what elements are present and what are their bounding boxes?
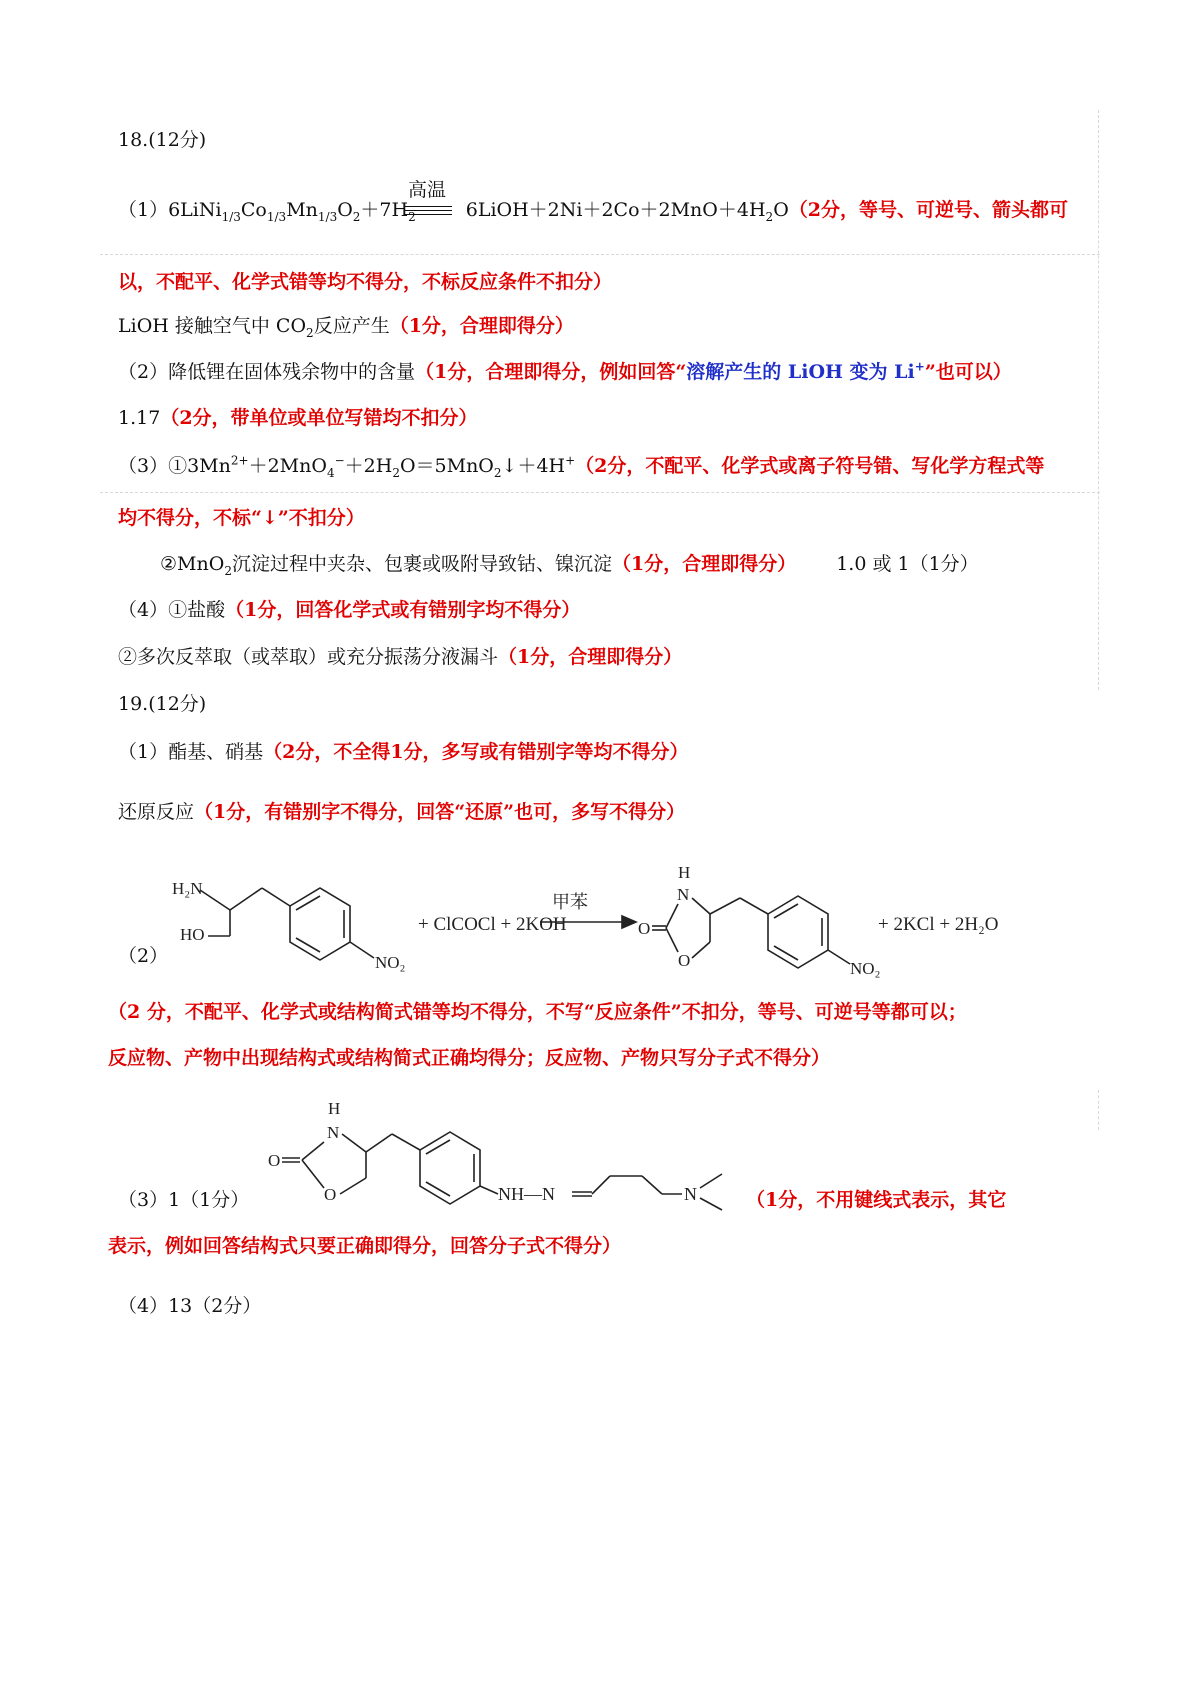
atom-label: NH—N xyxy=(498,1184,555,1204)
q18-p1b-text: LiOH 接触空气中 CO xyxy=(118,315,307,337)
q19-p4 xyxy=(118,1294,261,1318)
q18-p3b xyxy=(160,552,979,576)
q18-p2b xyxy=(118,406,478,430)
q18-condition: 高温 xyxy=(408,179,447,201)
q18-p1-h2: ＋7H xyxy=(360,199,409,221)
q18-p1-co: Co xyxy=(240,199,267,221)
q18-p3b-score-note: （1分，合理即得分） xyxy=(611,553,797,575)
q18-p4b xyxy=(118,645,682,669)
q19-p2-score-note-cont: 反应物、产物中出现结构式或结构简式正确均得分；反应物、产物只写分子式不得分） xyxy=(108,1047,831,1069)
q18-p1-mn: Mn xyxy=(286,199,318,221)
q18-p3b-t2: 沉淀过程中夹杂、包裹或吸附导致钴、镍沉淀 xyxy=(231,553,612,575)
q18-p3-t3: ＋2H xyxy=(344,455,393,477)
q19-p3-structure xyxy=(262,1094,742,1214)
q19-p2-reagents: + ClCOCl + 2KOH xyxy=(418,914,567,935)
q18-p3-t2: ＋2MnO xyxy=(248,455,327,477)
subscript: 4 xyxy=(326,465,335,480)
guide-line xyxy=(100,254,1100,255)
atom-label: N xyxy=(327,1123,340,1142)
q19-p2-label: （2） xyxy=(118,945,169,967)
q18-p2-example-answer: 溶解产生的 LiOH 变为 Li xyxy=(686,361,915,383)
q18-heading-text: 18.(12分) xyxy=(118,129,207,151)
q18-p2-text: （2）降低锂在固体残余物中的含量 xyxy=(118,361,416,383)
atom-label: O xyxy=(678,951,691,970)
subscript: 1/3 xyxy=(266,209,287,224)
q18-p1-o: O xyxy=(337,199,353,221)
q18-p3-equation xyxy=(118,454,1044,478)
q18-heading xyxy=(118,128,206,152)
subscript: 1/3 xyxy=(317,209,338,224)
q18-p2b-text: 1.17 xyxy=(118,407,161,429)
q19-p2-score-note: （2 分，不配平、化学式或结构简式错等均不得分，不写“反应条件”不扣分，等号、可逆号等都可以； xyxy=(108,1001,967,1023)
q19-p1b xyxy=(118,800,685,824)
q18-p1-prefix: （1）6LiNi xyxy=(118,199,222,221)
guide-line xyxy=(1098,1090,1099,1130)
q18-p1b xyxy=(118,314,574,338)
q18-p3b-t1: ②MnO xyxy=(160,553,225,575)
atom-label: NO₂ xyxy=(375,953,406,972)
superscript: + xyxy=(914,359,925,374)
q19-product-structure xyxy=(638,863,880,978)
q18-p2-score-note: （1分，合理即得分，例如回答“ xyxy=(415,361,687,383)
subscript: 2 xyxy=(306,325,314,340)
atom-label: O xyxy=(268,1151,281,1170)
q18-p3-score-note: （2分，不配平、化学式或离子符号错、写化学方程式等 xyxy=(575,455,1045,477)
q18-p1-score-note-cont: 以，不配平、化学式错等均不得分，不标反应条件不扣分） xyxy=(118,271,613,293)
q19-heading xyxy=(118,692,206,716)
guide-line xyxy=(1098,110,1099,690)
q18-p4b-text: ②多次反萃取（或萃取）或充分振荡分液漏斗 xyxy=(118,646,499,668)
subscript: 2 xyxy=(493,465,502,480)
q19-p4-text: （4）13（2分） xyxy=(118,1295,262,1317)
q19-heading-text: 19.(12分) xyxy=(118,693,207,715)
subscript: 2 xyxy=(392,465,400,480)
guide-line xyxy=(100,492,1100,493)
q19-p1 xyxy=(118,740,689,764)
q18-p3-score-note-cont: 均不得分，不标“↓”不扣分） xyxy=(118,507,365,529)
q18-p1-score-note: （2分，等号、可逆号、箭头都可 xyxy=(788,199,1068,221)
q18-p3b-t3: 1.0 或 1（1分） xyxy=(836,553,979,575)
q19-p1b-text: 还原反应 xyxy=(118,801,195,823)
q18-p4 xyxy=(118,598,580,622)
q18-p1b-score-note: （1分，合理即得分） xyxy=(389,315,574,337)
q18-p4-score-note: （1分，回答化学式或有错别字均不得分） xyxy=(225,599,581,621)
q19-p3-score-note: （1分，不用键线式表示，其它 xyxy=(746,1189,1007,1211)
subscript: 2 xyxy=(408,209,416,224)
superscript: 2+ xyxy=(230,453,249,468)
atom-label: N xyxy=(684,1184,697,1204)
q18-p3-t1: （3）①3Mn xyxy=(118,455,231,477)
q18-p1-products: 6LiOH＋2Ni＋2Co＋2MnO＋4H xyxy=(465,199,766,221)
q18-p4b-score-note: （1分，合理即得分） xyxy=(498,646,683,668)
q19-p3-score-note-cont: 表示，例如回答结构式只要正确即得分，回答分子式不得分） xyxy=(108,1235,622,1257)
superscript: − xyxy=(334,453,345,468)
atom-label: H₂N xyxy=(172,879,203,898)
q18-p2-score-note-end: ”也可以） xyxy=(924,361,1012,383)
subscript: 2 xyxy=(765,209,774,224)
q19-p1b-score-note: （1分，有错别字不得分，回答“还原”也可，多写不得分） xyxy=(194,801,686,823)
q18-p1-equation xyxy=(118,198,1068,222)
atom-label: H xyxy=(678,863,691,882)
q19-p1-text: （1）酯基、硝基 xyxy=(118,741,264,763)
q18-p1b-text2: 反应产生 xyxy=(313,315,390,337)
q19-p2-solvent: 甲苯 xyxy=(552,892,588,912)
atom-label: N xyxy=(677,885,690,904)
atom-label: H xyxy=(328,1099,341,1118)
atom-label: HO xyxy=(180,925,205,944)
atom-label: O xyxy=(324,1185,337,1204)
subscript: 2 xyxy=(224,563,232,578)
q19-p2-reaction-scheme xyxy=(150,858,1150,978)
superscript: + xyxy=(565,453,576,468)
atom-label: O xyxy=(638,919,651,938)
q19-p2-arrowhead xyxy=(622,916,636,928)
q18-p3-t4: O＝5MnO xyxy=(399,455,494,477)
q18-p2b-score-note: （2分，带单位或单位写错均不扣分） xyxy=(160,407,478,429)
q19-p3-label: （3）1（1分） xyxy=(118,1189,250,1211)
subscript: 2 xyxy=(352,209,361,224)
q18-p3-t5: ↓＋4H xyxy=(501,455,566,477)
q18-p1-o-end: O xyxy=(773,199,789,221)
q18-p2 xyxy=(118,360,1012,384)
q19-p1-score-note: （2分，不全得1分，多写或有错别字等均不得分） xyxy=(263,741,689,763)
q19-p2-byproducts: + 2KCl + 2H₂O xyxy=(878,914,999,935)
subscript: 1/3 xyxy=(221,209,241,224)
q18-p4-text: （4）①盐酸 xyxy=(118,599,226,621)
q19-reactant-structure xyxy=(172,879,405,972)
q19-p3 xyxy=(118,1188,249,1212)
atom-label: NO₂ xyxy=(850,959,881,978)
